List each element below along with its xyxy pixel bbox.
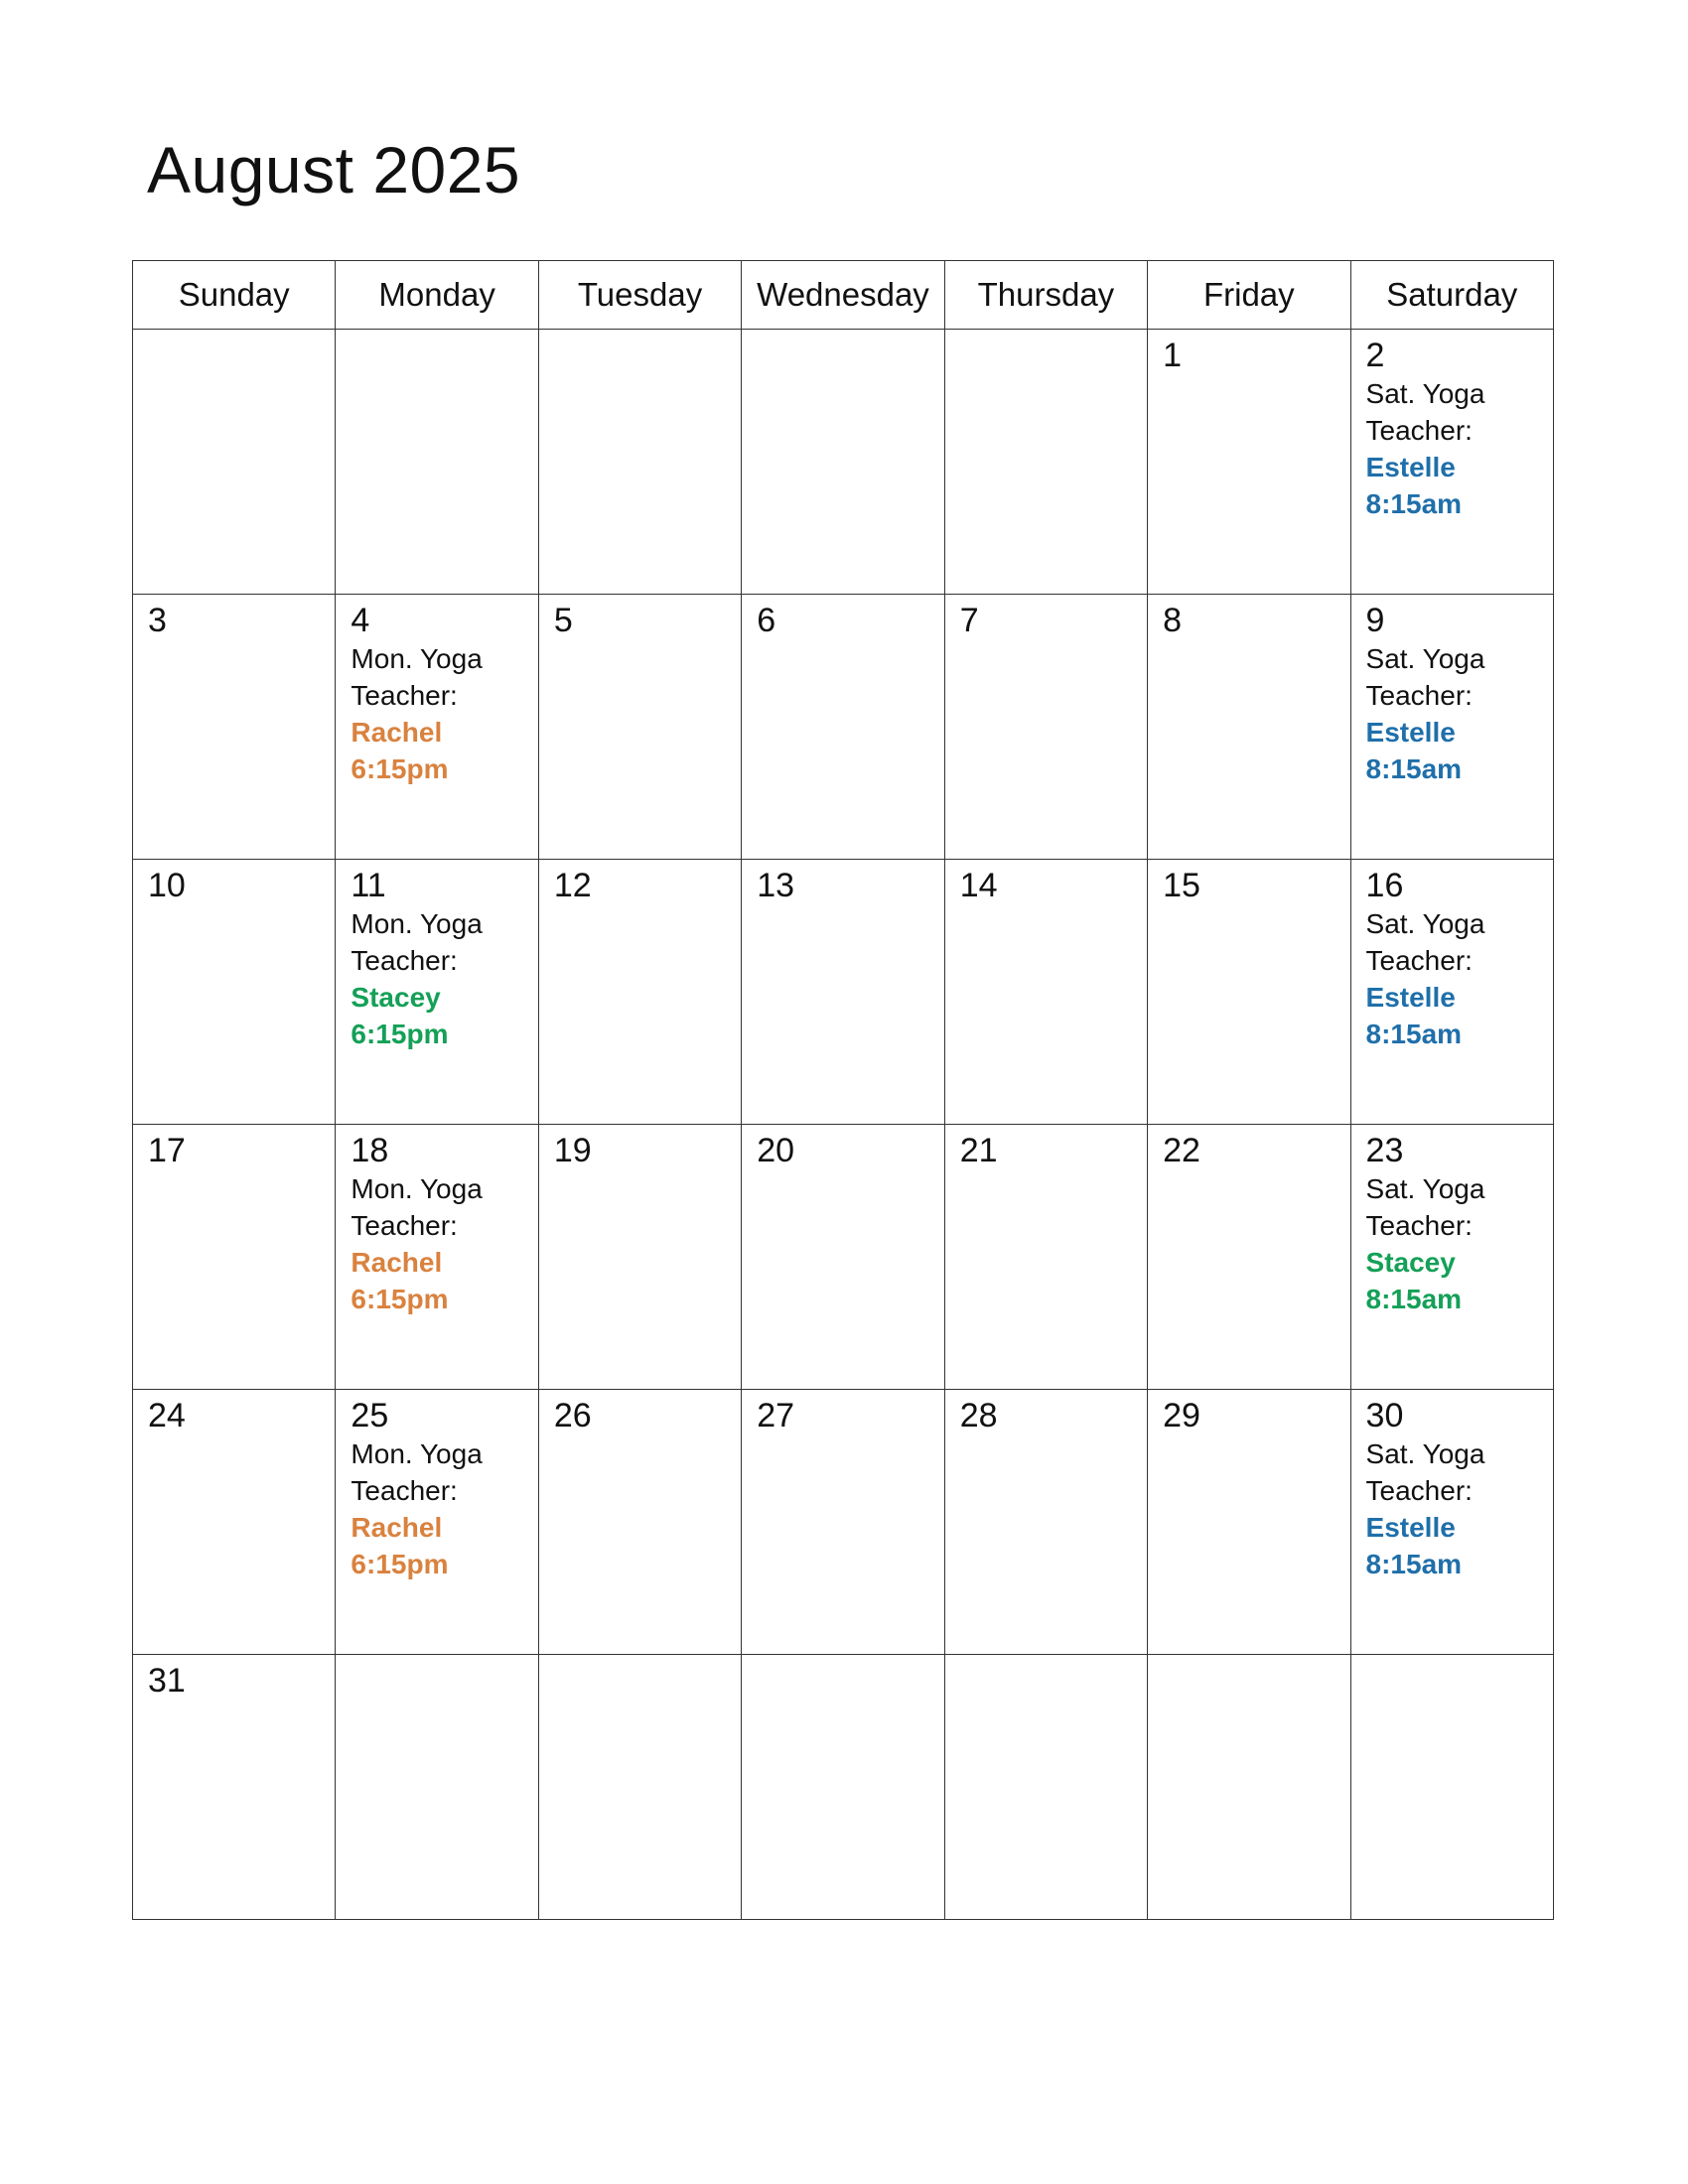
day-cell [336, 595, 538, 860]
event-teacher-name: Estelle [1365, 1512, 1456, 1543]
day-cell-content [742, 860, 943, 905]
day-cell [742, 595, 944, 860]
calendar-body [133, 330, 1554, 1920]
day-cell-content [133, 1390, 335, 1435]
day-cell [944, 595, 1147, 860]
day-cell-content [945, 1125, 1147, 1170]
week-row [133, 1125, 1554, 1390]
empty-day-cell [1148, 1655, 1350, 1920]
event-teacher-name: Rachel [351, 1512, 443, 1543]
empty-day-cell [742, 330, 944, 595]
day-cell-content [1148, 1390, 1349, 1435]
day-cell-content [742, 1125, 943, 1170]
day-number: 7 [959, 602, 979, 639]
day-cell-content [945, 595, 1147, 640]
day-cell [1148, 860, 1350, 1125]
empty-day-cell [336, 1655, 538, 1920]
event-time: 6:15pm [351, 1284, 449, 1314]
day-number: 24 [148, 1397, 186, 1434]
day-number: 17 [148, 1132, 186, 1169]
event-class-name: Sat. Yoga [1365, 378, 1485, 409]
empty-day-cell [538, 330, 741, 595]
event-time: 8:15am [1365, 1284, 1463, 1314]
day-cell [133, 1655, 336, 1920]
day-cell [1350, 1125, 1553, 1390]
day-number: 20 [757, 1132, 795, 1169]
event-class-name: Sat. Yoga [1365, 1173, 1485, 1204]
week-row [133, 1655, 1554, 1920]
day-cell [538, 1125, 741, 1390]
event-time: 8:15am [1365, 753, 1463, 784]
day-cell [1350, 330, 1553, 595]
page-title: August 2025 [147, 133, 521, 206]
day-cell-content [336, 1125, 537, 1317]
day-cell [538, 1390, 741, 1655]
event-time: 6:15pm [351, 1019, 449, 1049]
weekday-header-wednesday: Wednesday [742, 261, 944, 330]
day-cell-content [539, 1390, 741, 1435]
day-cell [538, 595, 741, 860]
day-cell-content [539, 1125, 741, 1170]
day-number: 18 [351, 1132, 389, 1169]
day-cell [944, 860, 1147, 1125]
event-teacher-label: Teacher: [351, 945, 458, 976]
event-teacher-label: Teacher: [351, 680, 458, 711]
day-cell [538, 860, 741, 1125]
event-teacher-name: Estelle [1365, 452, 1456, 482]
week-row [133, 860, 1554, 1125]
event-class-name: Mon. Yoga [351, 643, 483, 674]
event-class-name: Mon. Yoga [351, 1173, 483, 1204]
event-teacher-name: Rachel [351, 1247, 443, 1278]
day-number: 6 [757, 602, 776, 639]
weekday-header-tuesday: Tuesday [538, 261, 741, 330]
day-cell [742, 1125, 944, 1390]
event-teacher-label: Teacher: [351, 1210, 458, 1241]
day-cell-content [1148, 1125, 1349, 1170]
week-row [133, 330, 1554, 595]
day-number: 10 [148, 867, 186, 904]
event-teacher-name: Estelle [1365, 982, 1456, 1013]
day-number: 16 [1365, 867, 1404, 904]
day-number: 29 [1163, 1397, 1200, 1434]
day-number: 19 [553, 1132, 592, 1169]
event-class-name: Mon. Yoga [351, 908, 483, 939]
day-cell [1148, 1125, 1350, 1390]
weekday-header-friday: Friday [1148, 261, 1350, 330]
day-number: 14 [959, 867, 998, 904]
day-number: 4 [351, 602, 370, 639]
day-cell [944, 1390, 1147, 1655]
day-cell-content [539, 860, 741, 905]
day-cell [742, 860, 944, 1125]
day-number: 8 [1163, 602, 1183, 639]
week-row [133, 595, 1554, 860]
empty-day-cell [336, 330, 538, 595]
event-teacher-name: Rachel [351, 717, 443, 748]
day-cell [336, 860, 538, 1125]
empty-day-cell [538, 1655, 741, 1920]
empty-day-cell [1350, 1655, 1553, 1920]
day-number: 1 [1163, 337, 1183, 374]
day-number: 21 [959, 1132, 998, 1169]
event-time: 8:15am [1365, 488, 1463, 519]
day-cell-content [945, 1390, 1147, 1435]
day-cell [133, 860, 336, 1125]
day-cell [133, 595, 336, 860]
day-cell-content [1148, 860, 1349, 905]
event-teacher-label: Teacher: [351, 1475, 458, 1506]
weekday-header-row [133, 261, 1554, 330]
day-number: 27 [757, 1397, 795, 1434]
day-cell [944, 1125, 1147, 1390]
event-teacher-name: Stacey [1365, 1247, 1456, 1278]
event-class-name: Mon. Yoga [351, 1438, 483, 1469]
event-time: 8:15am [1365, 1549, 1463, 1579]
day-cell-content [1148, 595, 1349, 640]
day-cell [1148, 1390, 1350, 1655]
event-teacher-label: Teacher: [1365, 945, 1473, 976]
event-teacher-label: Teacher: [1365, 415, 1473, 446]
day-cell [133, 1390, 336, 1655]
event-teacher-name: Stacey [351, 982, 441, 1013]
day-cell [336, 1125, 538, 1390]
day-number: 13 [757, 867, 795, 904]
day-number: 12 [553, 867, 592, 904]
event-teacher-name: Estelle [1365, 717, 1456, 748]
day-cell-content [1351, 860, 1553, 1052]
day-cell [1148, 330, 1350, 595]
calendar-grid [132, 260, 1554, 1920]
day-number: 26 [553, 1397, 592, 1434]
week-row [133, 1390, 1554, 1655]
empty-day-cell [133, 330, 336, 595]
day-cell-content [1351, 595, 1553, 787]
event-time: 8:15am [1365, 1019, 1463, 1049]
event-teacher-label: Teacher: [1365, 1210, 1473, 1241]
day-number: 31 [148, 1662, 186, 1700]
day-cell [1350, 1390, 1553, 1655]
empty-day-cell [742, 1655, 944, 1920]
day-number: 25 [351, 1397, 389, 1434]
empty-day-cell [944, 1655, 1147, 1920]
day-number: 2 [1365, 337, 1385, 374]
event-teacher-label: Teacher: [1365, 1475, 1473, 1506]
day-cell-content [336, 860, 537, 1052]
day-number: 15 [1163, 867, 1200, 904]
day-cell [133, 1125, 336, 1390]
day-cell-content [336, 1390, 537, 1582]
day-cell [1350, 860, 1553, 1125]
event-time: 6:15pm [351, 753, 449, 784]
day-number: 9 [1365, 602, 1385, 639]
weekday-header-sunday: Sunday [133, 261, 336, 330]
day-number: 30 [1365, 1397, 1404, 1434]
day-cell-content [133, 1655, 335, 1701]
day-cell-content [1351, 1390, 1553, 1582]
day-cell-content [133, 1125, 335, 1170]
day-cell [336, 1390, 538, 1655]
day-cell [1350, 595, 1553, 860]
day-cell-content [742, 595, 943, 640]
weekday-header-saturday: Saturday [1350, 261, 1553, 330]
day-cell-content [336, 595, 537, 787]
day-cell [1148, 595, 1350, 860]
day-cell-content [945, 860, 1147, 905]
day-cell-content [1148, 330, 1349, 375]
event-class-name: Sat. Yoga [1365, 1438, 1485, 1469]
event-class-name: Sat. Yoga [1365, 643, 1485, 674]
event-class-name: Sat. Yoga [1365, 908, 1485, 939]
day-cell [742, 1390, 944, 1655]
event-time: 6:15pm [351, 1549, 449, 1579]
empty-day-cell [944, 330, 1147, 595]
weekday-header-monday: Monday [336, 261, 538, 330]
day-cell-content [133, 860, 335, 905]
day-number: 5 [553, 602, 573, 639]
day-number: 22 [1163, 1132, 1200, 1169]
day-cell-content [539, 595, 741, 640]
day-cell-content [133, 595, 335, 640]
day-number: 23 [1365, 1132, 1404, 1169]
day-number: 11 [351, 867, 386, 904]
day-cell-content [1351, 330, 1553, 522]
day-number: 28 [959, 1397, 998, 1434]
day-cell-content [1351, 1125, 1553, 1317]
day-number: 3 [148, 602, 167, 639]
weekday-header-thursday: Thursday [944, 261, 1147, 330]
day-cell-content [742, 1390, 943, 1435]
event-teacher-label: Teacher: [1365, 680, 1473, 711]
